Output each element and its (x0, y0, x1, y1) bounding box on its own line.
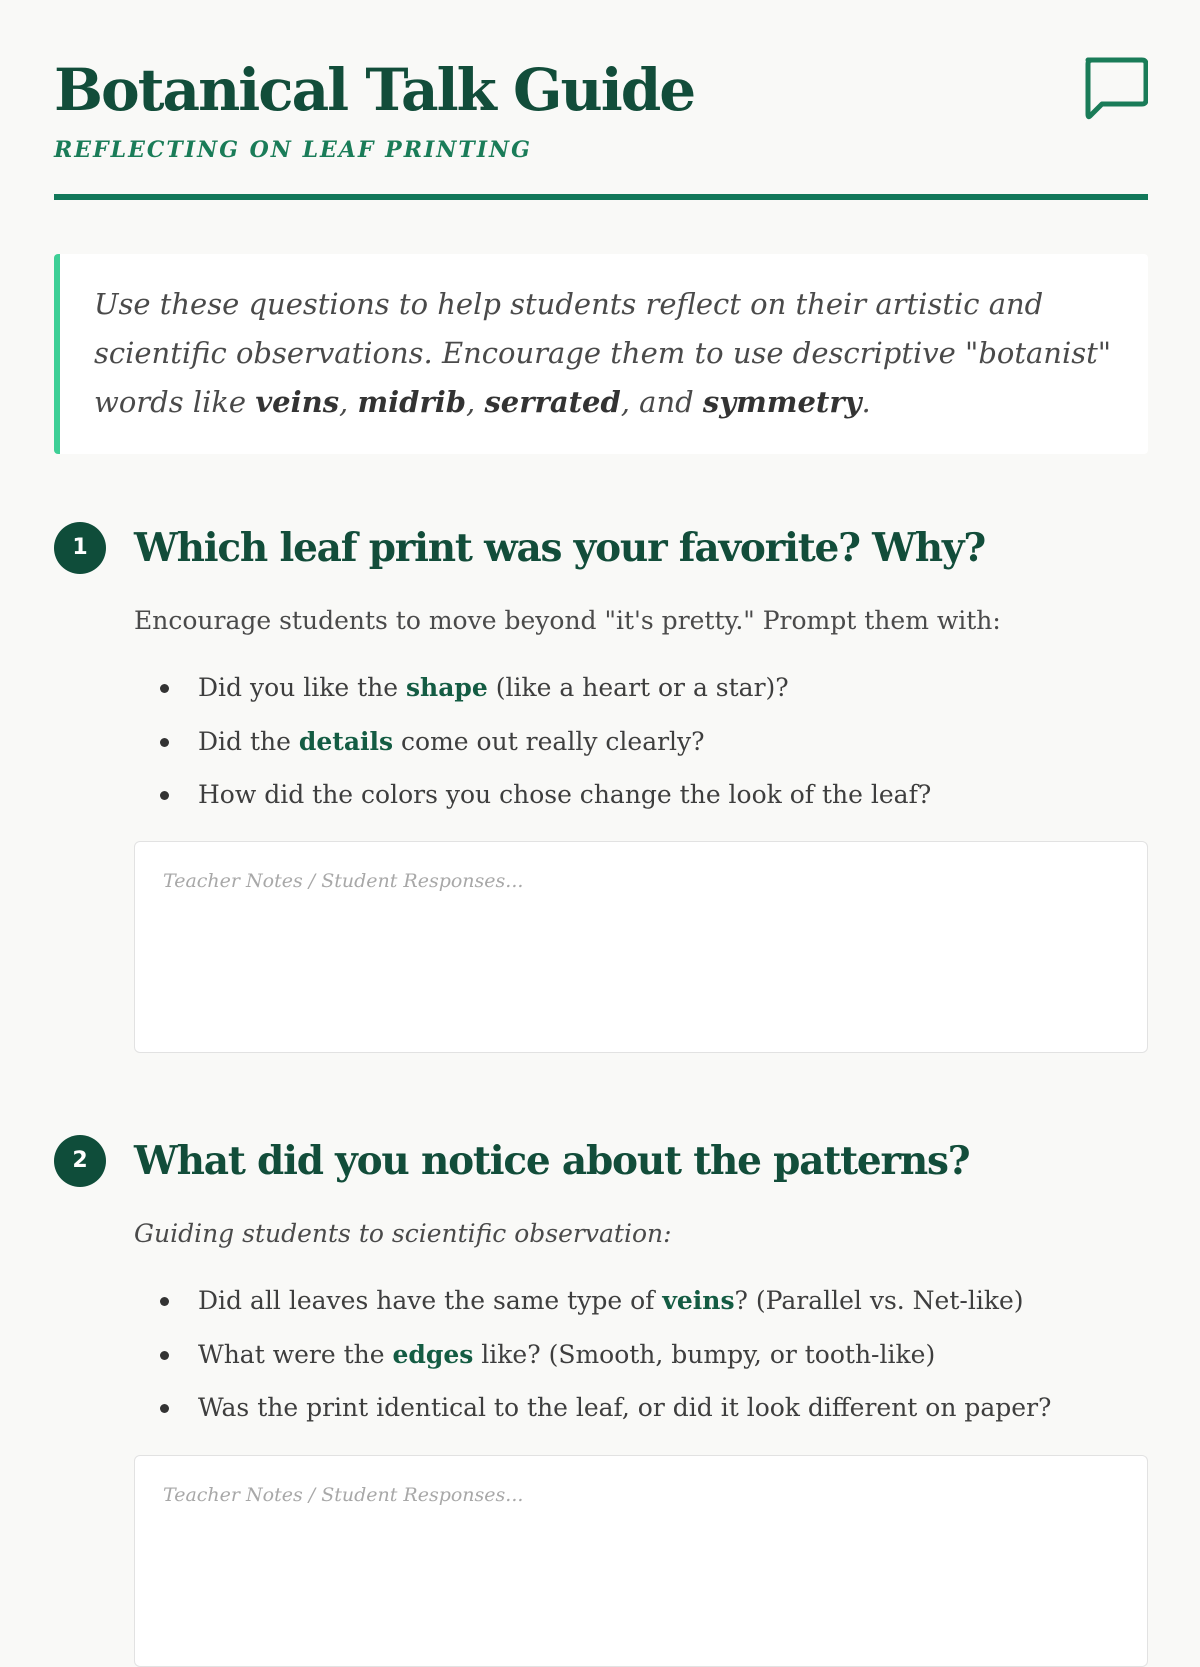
question-number-badge: 2 (54, 1135, 106, 1187)
list-item (134, 671, 931, 725)
question-title: What did you notice about the patterns? (134, 1138, 970, 1184)
item-text: Did you like the (198, 673, 406, 702)
header-divider (54, 194, 1148, 200)
item-text: Was the print identical to the leaf, or did it look different on paper? (198, 1393, 1052, 1422)
prompt-list (134, 671, 931, 832)
page-title: Botanical Talk Guide (54, 56, 695, 124)
page-subtitle: REFLECTING ON LEAF PRINTING (54, 137, 532, 163)
item-text: Did all leaves have the same type of (198, 1286, 663, 1315)
notes-textarea[interactable] (134, 1455, 1148, 1667)
chat-bubble-icon (1082, 56, 1148, 122)
question-number-badge: 1 (54, 522, 106, 574)
question-prompt: Encourage students to move beyond "it's pretty." Prompt them with: (134, 606, 1001, 635)
intro-term-symmetry: symmetry (702, 385, 862, 419)
item-text: (like a heart or a star)? (487, 673, 789, 702)
question-title: Which leaf print was your favorite? Why? (134, 525, 986, 571)
intro-text: Use these questions to help students reflect on their artistic and scientific observations. Encourage them to use descriptive "botanist" words like (94, 287, 1112, 419)
item-text: How did the colors you chose change the look of the leaf? (198, 780, 932, 809)
item-text: come out really clearly? (393, 726, 705, 756)
item-text: ? (Parallel vs. Net-like) (734, 1286, 1024, 1315)
list-item (134, 778, 931, 832)
intro-end: . (861, 385, 871, 419)
item-text: like? (Smooth, bumpy, or tooth-like) (473, 1339, 936, 1369)
talk-guide-page (54, 0, 1148, 1506)
list-item (134, 1338, 1051, 1392)
item-keyword: veins (662, 1286, 735, 1315)
prompt-list (134, 1284, 1051, 1445)
intro-term-veins: veins (255, 385, 340, 419)
item-text: Did the (198, 726, 299, 756)
question-prompt: Guiding students to scientific observation: (134, 1219, 672, 1248)
notes-textarea[interactable] (134, 841, 1148, 1053)
intro-separator: , (339, 385, 358, 419)
item-keyword: shape (405, 673, 488, 702)
notes-placeholder: Teacher Notes / Student Responses... (163, 1484, 524, 1506)
item-keyword: details (298, 726, 394, 756)
intro-separator: , (466, 385, 485, 419)
intro-term-serrated: serrated (484, 385, 621, 419)
list-item (134, 1391, 1051, 1445)
page-header (54, 0, 1148, 200)
notes-placeholder: Teacher Notes / Student Responses... (163, 870, 524, 892)
intro-term-midrib: midrib (357, 385, 467, 419)
list-item (134, 725, 931, 779)
item-text: What were the (198, 1339, 393, 1369)
item-keyword: edges (392, 1339, 474, 1369)
intro-callout (54, 254, 1148, 454)
intro-separator: , and (620, 385, 703, 419)
list-item (134, 1284, 1051, 1338)
